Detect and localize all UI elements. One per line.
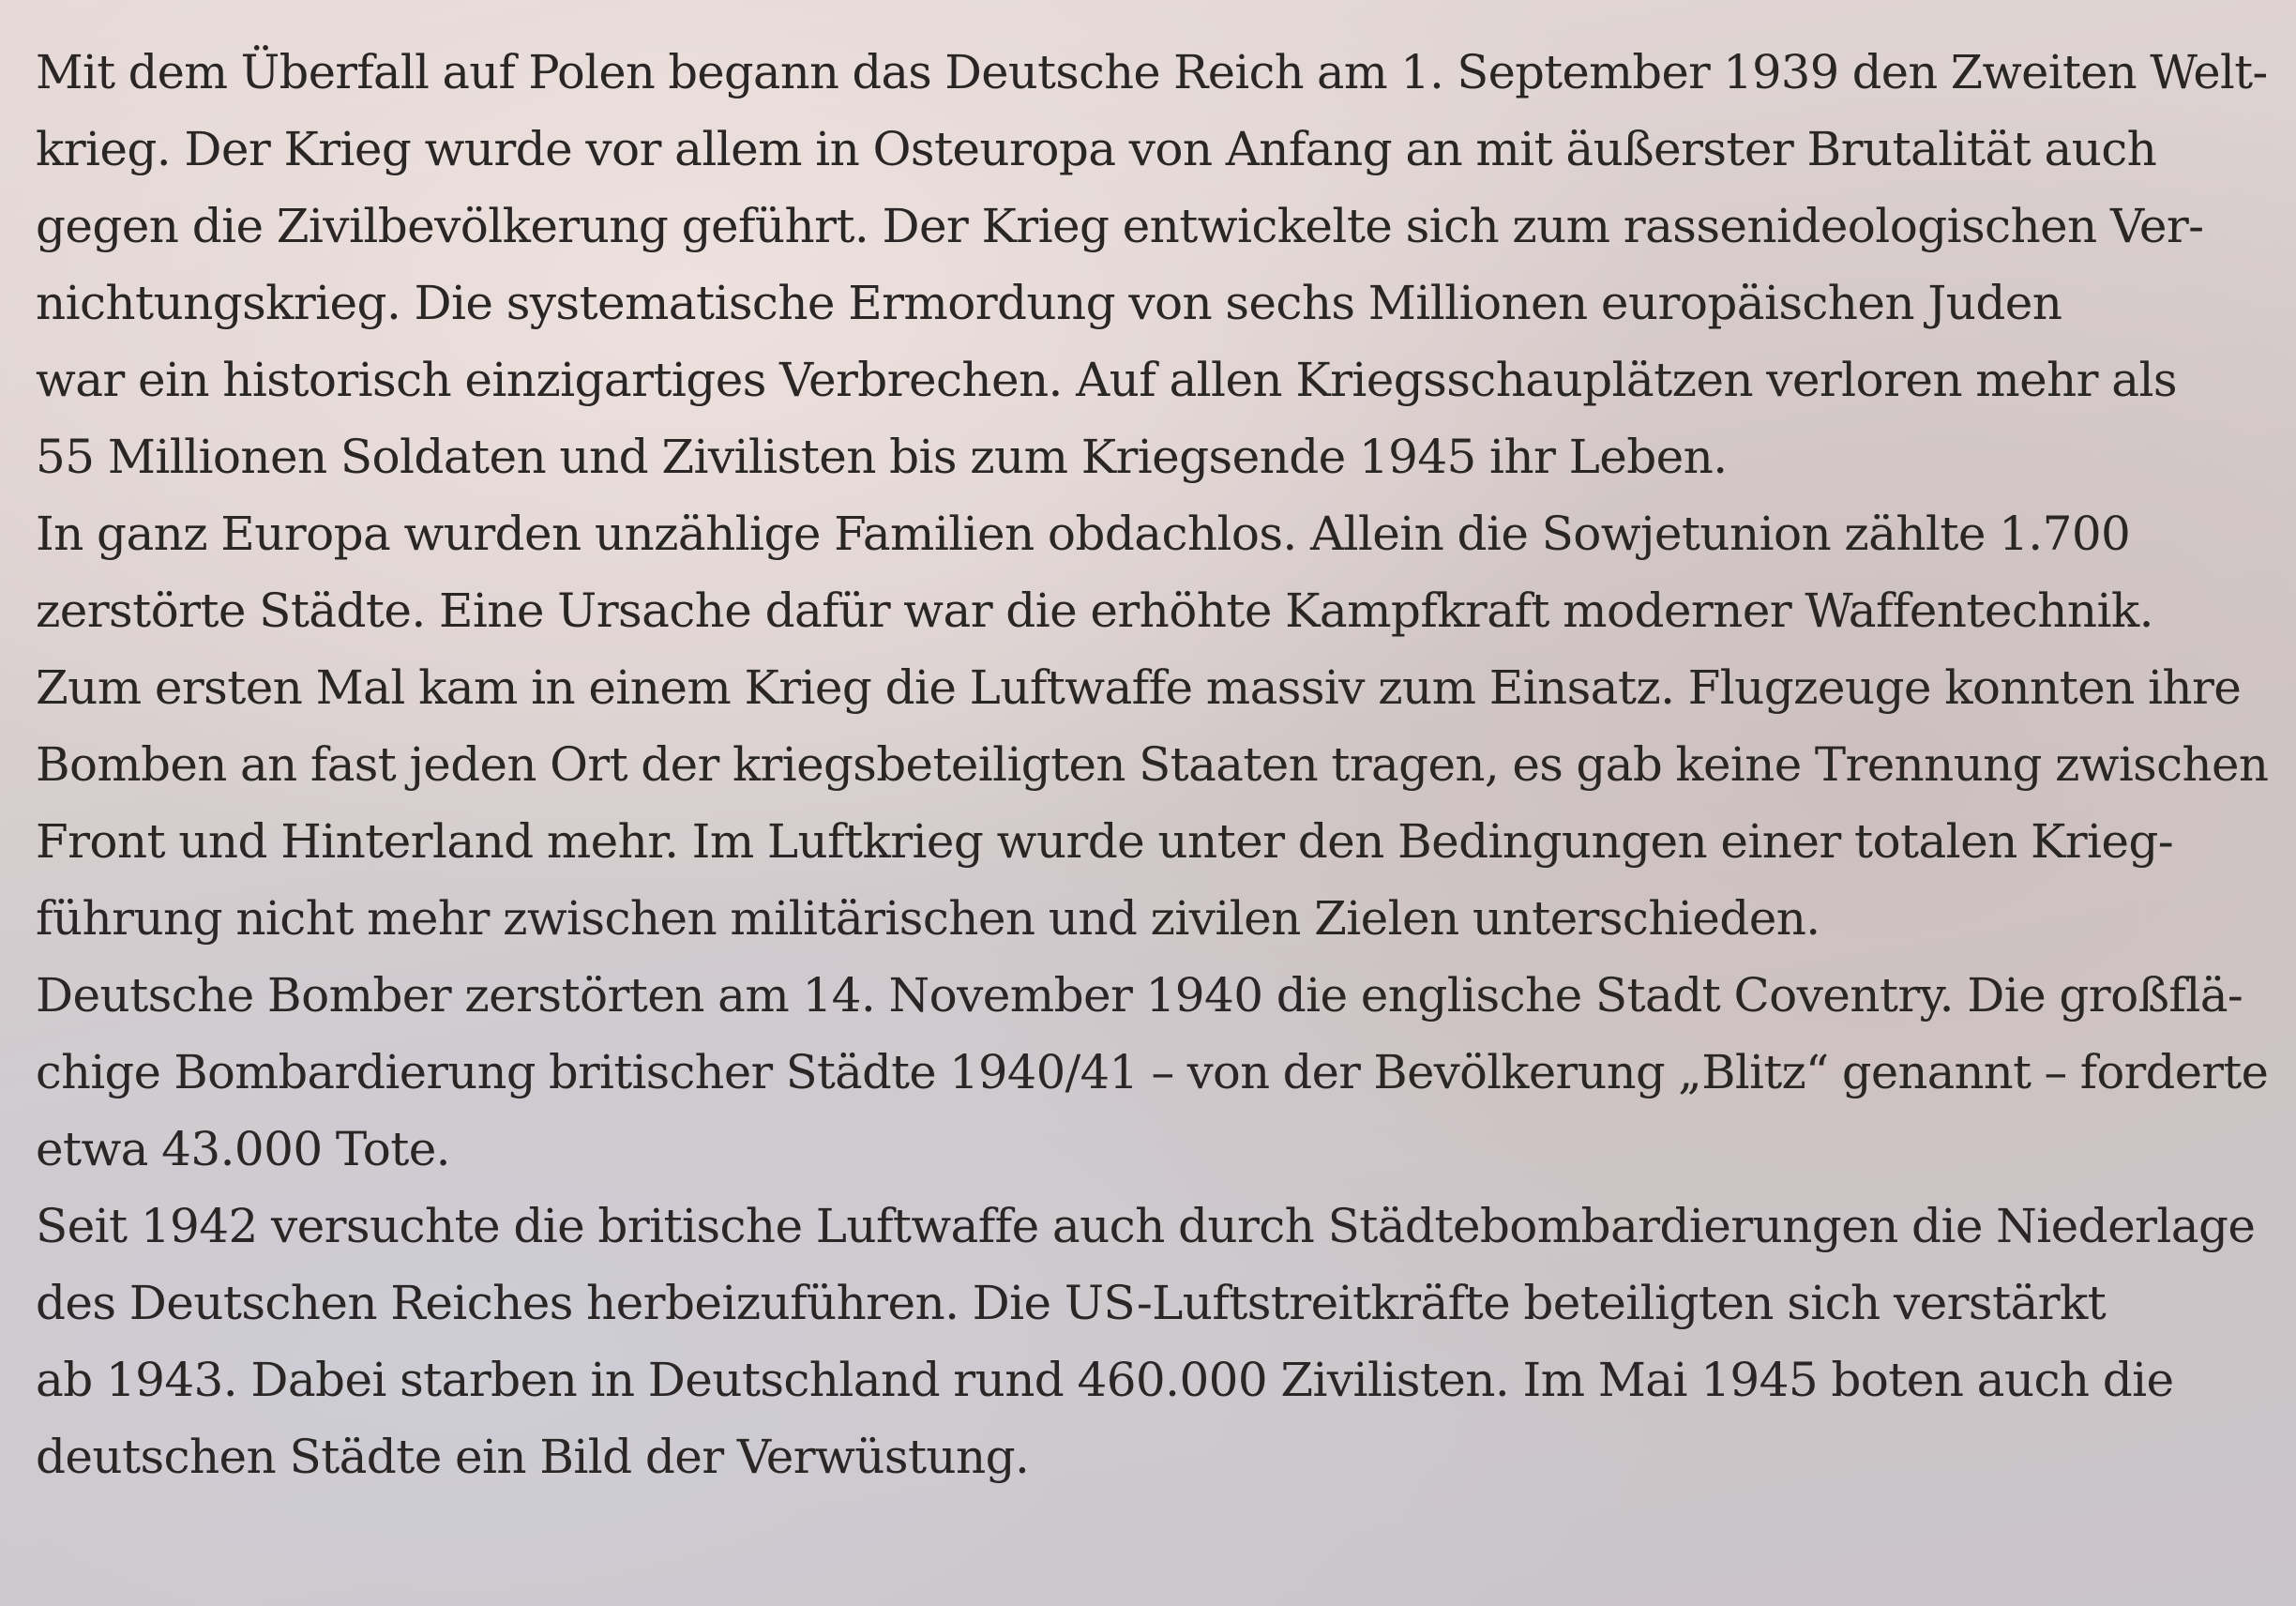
text-line: Front und Hinterland mehr. Im Luftkrieg wurde unter den Bedingungen einer totalen Krieg- [36,814,2174,869]
text-line: nichtungskrieg. Die systematische Ermordung von sechs Millionen europäischen Juden [36,276,2062,330]
text-line: Seit 1942 versuchte die britische Luftwaffe auch durch Städtebombardierungen die Niederlage [36,1199,2256,1253]
text-line: Deutsche Bomber zerstörten am 14. November 1940 die englische Stadt Coventry. Die großflä- [36,968,2243,1023]
text-line: Mit dem Überfall auf Polen begann das Deutsche Reich am 1. September 1939 den Zweiten Welt- [36,45,2268,99]
text-line: 55 Millionen Soldaten und Zivilisten bis zum Kriegsende 1945 ihr Leben. [36,430,1728,484]
text-line: krieg. Der Krieg wurde vor allem in Osteuropa von Anfang an mit äußerster Brutalität auch [36,122,2157,176]
text-line: chige Bombardierung britischer Städte 1940/41 – von der Bevölkerung „Blitz“ genannt – forderte [36,1045,2269,1099]
text-line: deutschen Städte ein Bild der Verwüstung. [36,1430,1030,1484]
text-line: war ein historisch einzigartiges Verbrechen. Auf allen Kriegsschauplätzen verloren mehr als [36,353,2177,407]
text-line: In ganz Europa wurden unzählige Familien obdachlos. Allein die Sowjetunion zählte 1.700 [36,507,2131,561]
text-line: Zum ersten Mal kam in einem Krieg die Luftwaffe massiv zum Einsatz. Flugzeuge konnten ihre [36,660,2242,715]
text-line: zerstörte Städte. Eine Ursache dafür war die erhöhte Kampfkraft moderner Waffentechnik. [36,583,2153,638]
text-line: etwa 43.000 Tote. [36,1122,450,1176]
panel-body-text [36,34,2268,1572]
text-line: führung nicht mehr zwischen militärischen und zivilen Zielen unterschieden. [36,891,1820,946]
text-line: gegen die Zivilbevölkerung geführt. Der Krieg entwickelte sich zum rassenideologischen Ver- [36,199,2204,253]
text-line: ab 1943. Dabei starben in Deutschland rund 460.000 Zivilisten. Im Mai 1945 boten auch die [36,1353,2174,1407]
text-line: des Deutschen Reiches herbeizuführen. Die US-Luftstreitkräfte beteiligten sich verstärkt [36,1276,2107,1330]
text-line: Bomben an fast jeden Ort der kriegsbeteiligten Staaten tragen, es gab keine Trennung zwischen [36,737,2269,792]
